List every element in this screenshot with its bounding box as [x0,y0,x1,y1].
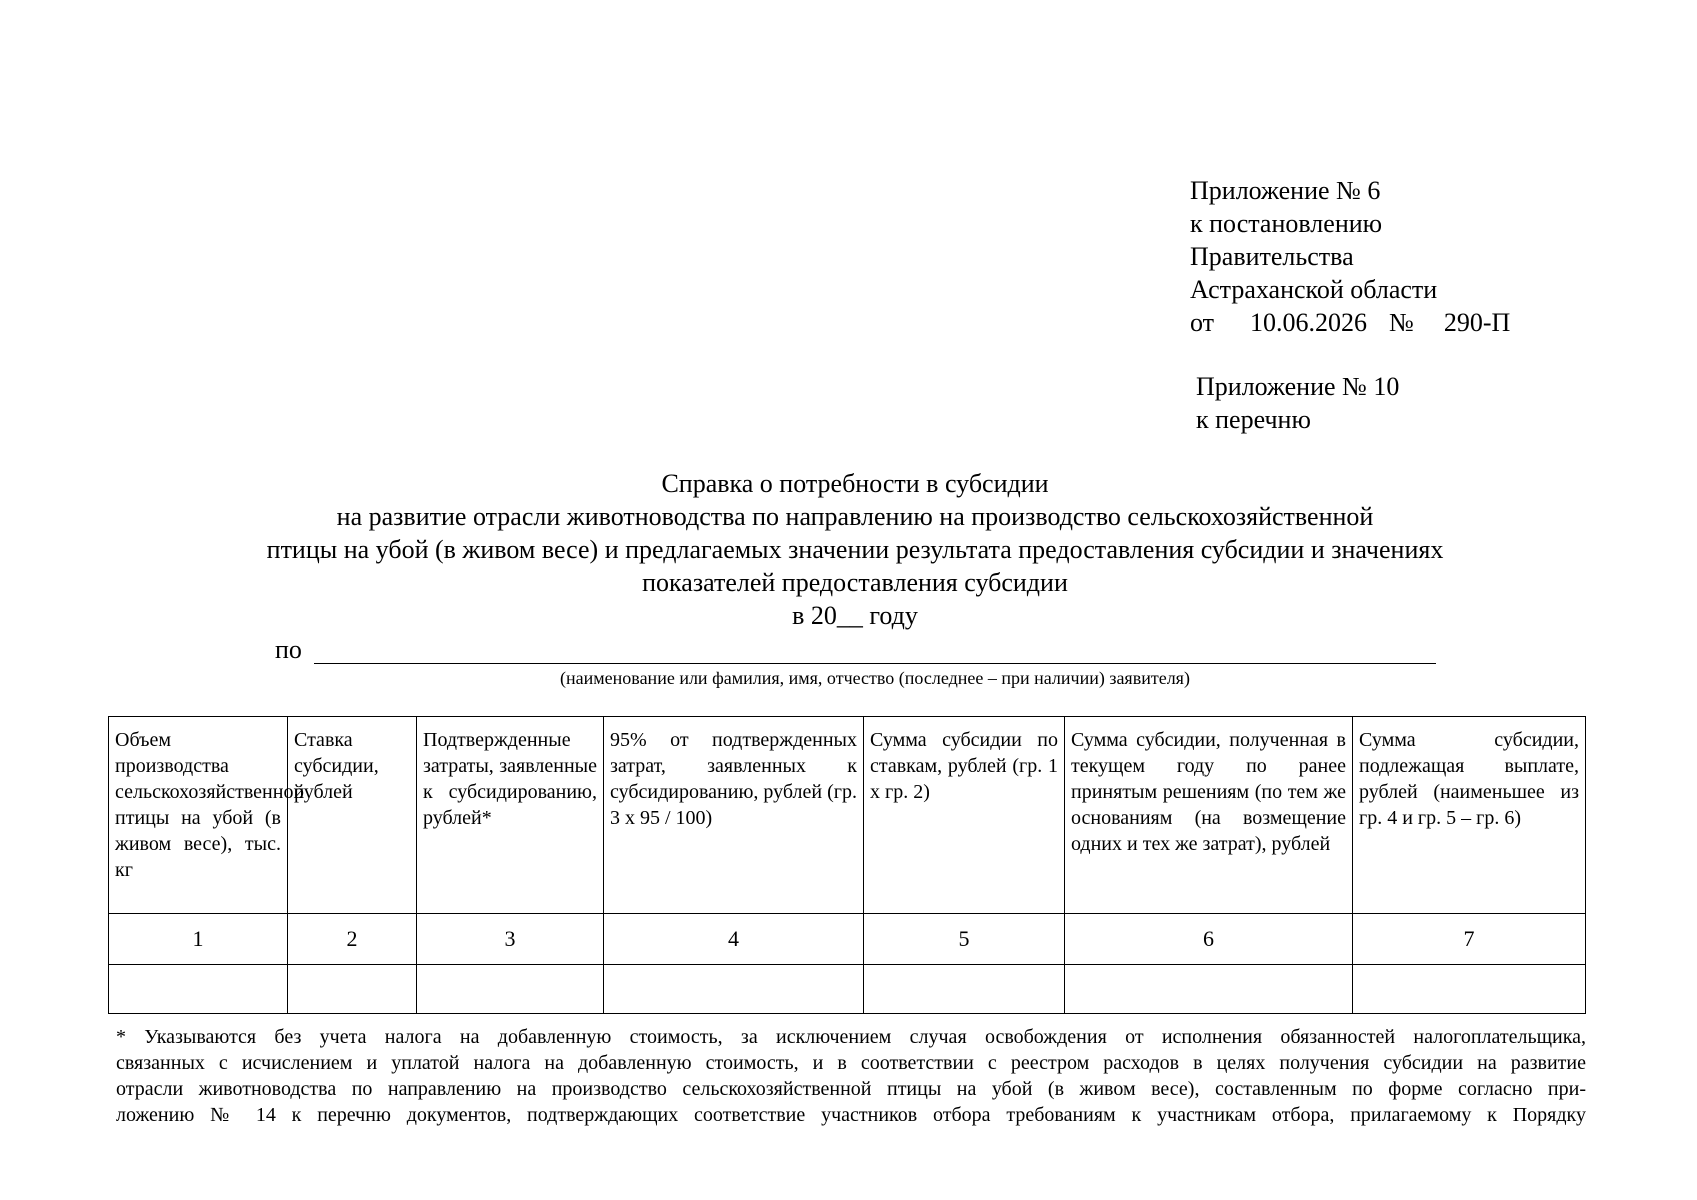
appendix-6-resolution-label: к постановлению [1190,209,1383,238]
appendix-6-government-label: Правительства [1190,242,1354,271]
column-number-7: 7 [1353,914,1586,965]
data-cell-6[interactable] [1065,965,1353,1014]
appendix-6-region-label: Астраханской области [1190,275,1438,304]
column-number-row [109,914,1586,965]
appendix-6-date-line [1190,306,1510,339]
title-line-year: в 20__ году [792,601,918,630]
appendix-10-block [1196,370,1399,436]
table-row [109,965,1586,1014]
column-number-5: 5 [864,914,1065,965]
appendix-10-title: Приложение № 10 [1196,372,1400,401]
resolution-number: 290-П [1443,308,1511,337]
header-col-5: Сумма субсидии по ставкам, рублей (гр. 1 х гр. 2) [864,717,1065,914]
data-cell-4[interactable] [604,965,864,1014]
applicant-prefix: по [275,635,302,664]
date-from-label: от [1190,308,1215,337]
header-col-7: Сумма субсидии, подлежащая выплате, рублей (наименьшее из гр. 4 и гр. 5 – гр. 6) [1353,717,1586,914]
subsidy-table [108,716,1586,1014]
table-header-row [109,717,1586,914]
data-cell-5[interactable] [864,965,1065,1014]
resolution-date: 10.06.2026 [1250,308,1368,337]
data-cell-7[interactable] [1353,965,1586,1014]
title-line-3: птицы на убой (в живом весе) и предлагаемых значении результата предоставления субсидии и значениях [266,535,1444,564]
title-line-2: на развитие отрасли животноводства по направлению на производство сельскохозяйственной [336,502,1374,531]
title-line-1: Справка о потребности в субсидии [661,469,1049,498]
column-number-2: 2 [288,914,417,965]
header-col-6: Сумма субсидии, полученная в текущем году по ранее принятым решениям (по тем же основаниям (на возмещение одних и тех же затрат), рублей [1065,717,1353,914]
data-cell-1[interactable] [109,965,288,1014]
appendix-6-block [1190,174,1510,339]
header-col-2: Ставка субсидии, рублей [288,717,417,914]
header-col-1: Объем производства сельскохозяйственной птицы на убой (в живом весе), тыс. кг [109,717,288,914]
column-number-3: 3 [417,914,604,965]
applicant-name-field[interactable] [314,663,1436,664]
header-col-4: 95% от подтвержденных затрат, заявленных к субсидированию, рублей (гр. 3 х 95 / 100) [604,717,864,914]
document-title [150,467,1560,632]
column-number-4: 4 [604,914,864,965]
appendix-6-title: Приложение № 6 [1190,176,1381,205]
footnote-line-4: ложению № 14 к перечню документов, подтверждающих соответствие участников отбора требованиям к участникам отбора, прилагаемому к Порядку [116,1104,1586,1126]
applicant-caption: (наименование или фамилия, имя, отчество (последнее – при наличии) заявителя) [560,668,1190,688]
column-number-6: 6 [1065,914,1353,965]
data-cell-3[interactable] [417,965,604,1014]
column-number-1: 1 [109,914,288,965]
header-col-3: Подтвержденные затраты, заявленные к субсидированию, рублей* [417,717,604,914]
title-line-4: показателей предоставления субсидии [642,568,1068,597]
appendix-10-list-label: к перечню [1196,405,1311,434]
data-cell-2[interactable] [288,965,417,1014]
number-sign: № [1389,308,1414,337]
footnote-line-2: связанных с исчислением и уплатой налога на добавленную стоимость, и в соответствии с реестром расходов в целях получения субсидии на развитие [116,1052,1586,1074]
footnote-line-1: * Указываются без учета налога на добавленную стоимость, за исключением случая освобождения от исполнения обязанностей налогоплательщика, [116,1026,1586,1048]
footnote-line-3: отрасли животноводства по направлению на производство сельскохозяйственной птицы на убой (в живом весе), составленным по форме согласно при- [116,1078,1586,1100]
footnote [116,1024,1586,1128]
